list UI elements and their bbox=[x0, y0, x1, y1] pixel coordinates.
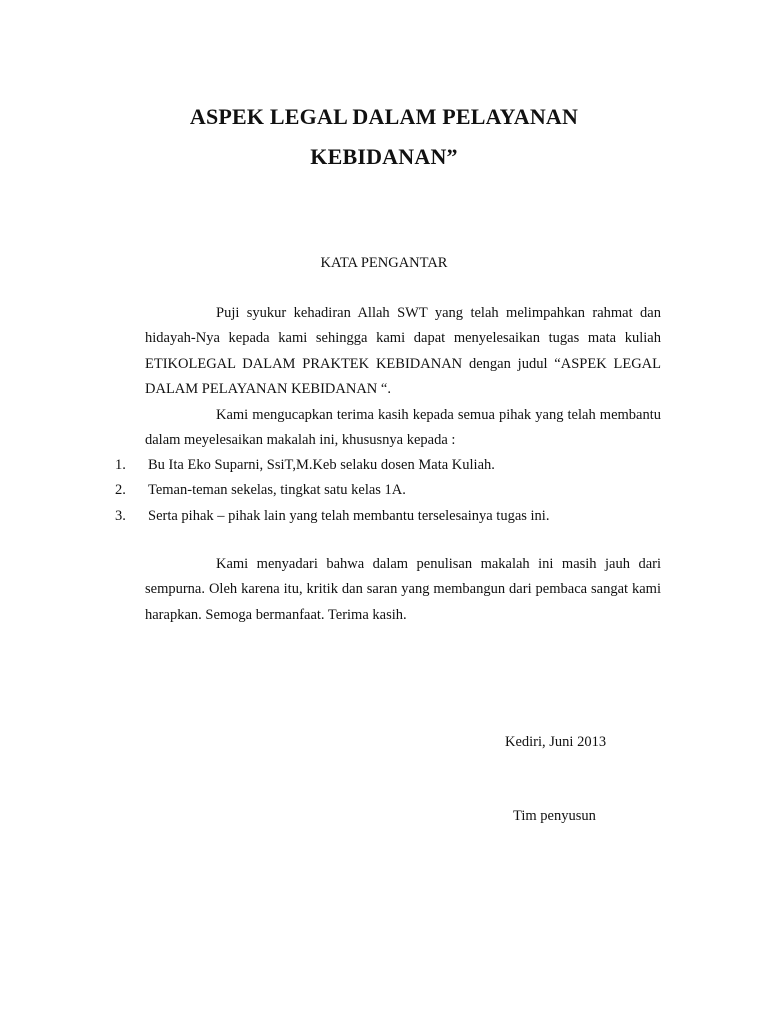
list-number: 2. bbox=[115, 482, 126, 499]
foreword-body bbox=[145, 301, 661, 453]
paragraph-closing: Kami menyadari bahwa dalam penulisan makalah ini masih jauh dari sempurna. Oleh karena itu, kritik dan saran yang membangun dari pembaca sangat kami harapkan. Semoga bermanfaat. Terima kasih. bbox=[145, 556, 661, 623]
list-item bbox=[115, 453, 549, 478]
list-text: Serta pihak – pihak lain yang telah membantu terselesainya tugas ini. bbox=[148, 507, 550, 524]
document-title-line-1: ASPEK LEGAL DALAM PELAYANAN bbox=[189, 104, 579, 129]
section-heading: KATA PENGANTAR bbox=[320, 255, 448, 271]
closing-body bbox=[145, 552, 661, 628]
paragraph-gratitude: Puji syukur kehadiran Allah SWT yang telah melimpahkan rahmat dan hidayah-Nya kepada kami sehingga kami dapat menyelesaikan tugas mata kuliah ETIKOLEGAL DALAM PRAKTEK KEBIDANAN dengan judul “ASPEK LEGAL DALAM PELAYANAN KEBIDANAN “. bbox=[145, 305, 661, 398]
list-text: Teman-teman sekelas, tingkat satu kelas 1A. bbox=[148, 482, 406, 499]
list-number: 3. bbox=[115, 507, 126, 524]
acknowledgement-list bbox=[115, 453, 549, 529]
list-text: Bu Ita Eko Suparni, SsiT,M.Keb selaku dosen Mata Kuliah. bbox=[148, 457, 495, 473]
list-item bbox=[115, 504, 549, 529]
paragraph-thanks: Kami mengucapkan terima kasih kepada semua pihak yang telah membantu dalam meyelesaikan makalah ini, khususnya kepada : bbox=[145, 406, 661, 449]
place-date: Kediri, Juni 2013 bbox=[505, 734, 607, 750]
document-title-line-2: KEBIDANAN” bbox=[310, 144, 458, 169]
signature-team: Tim penyusun bbox=[513, 808, 596, 824]
list-number: 1. bbox=[115, 457, 126, 473]
list-item bbox=[115, 478, 549, 503]
